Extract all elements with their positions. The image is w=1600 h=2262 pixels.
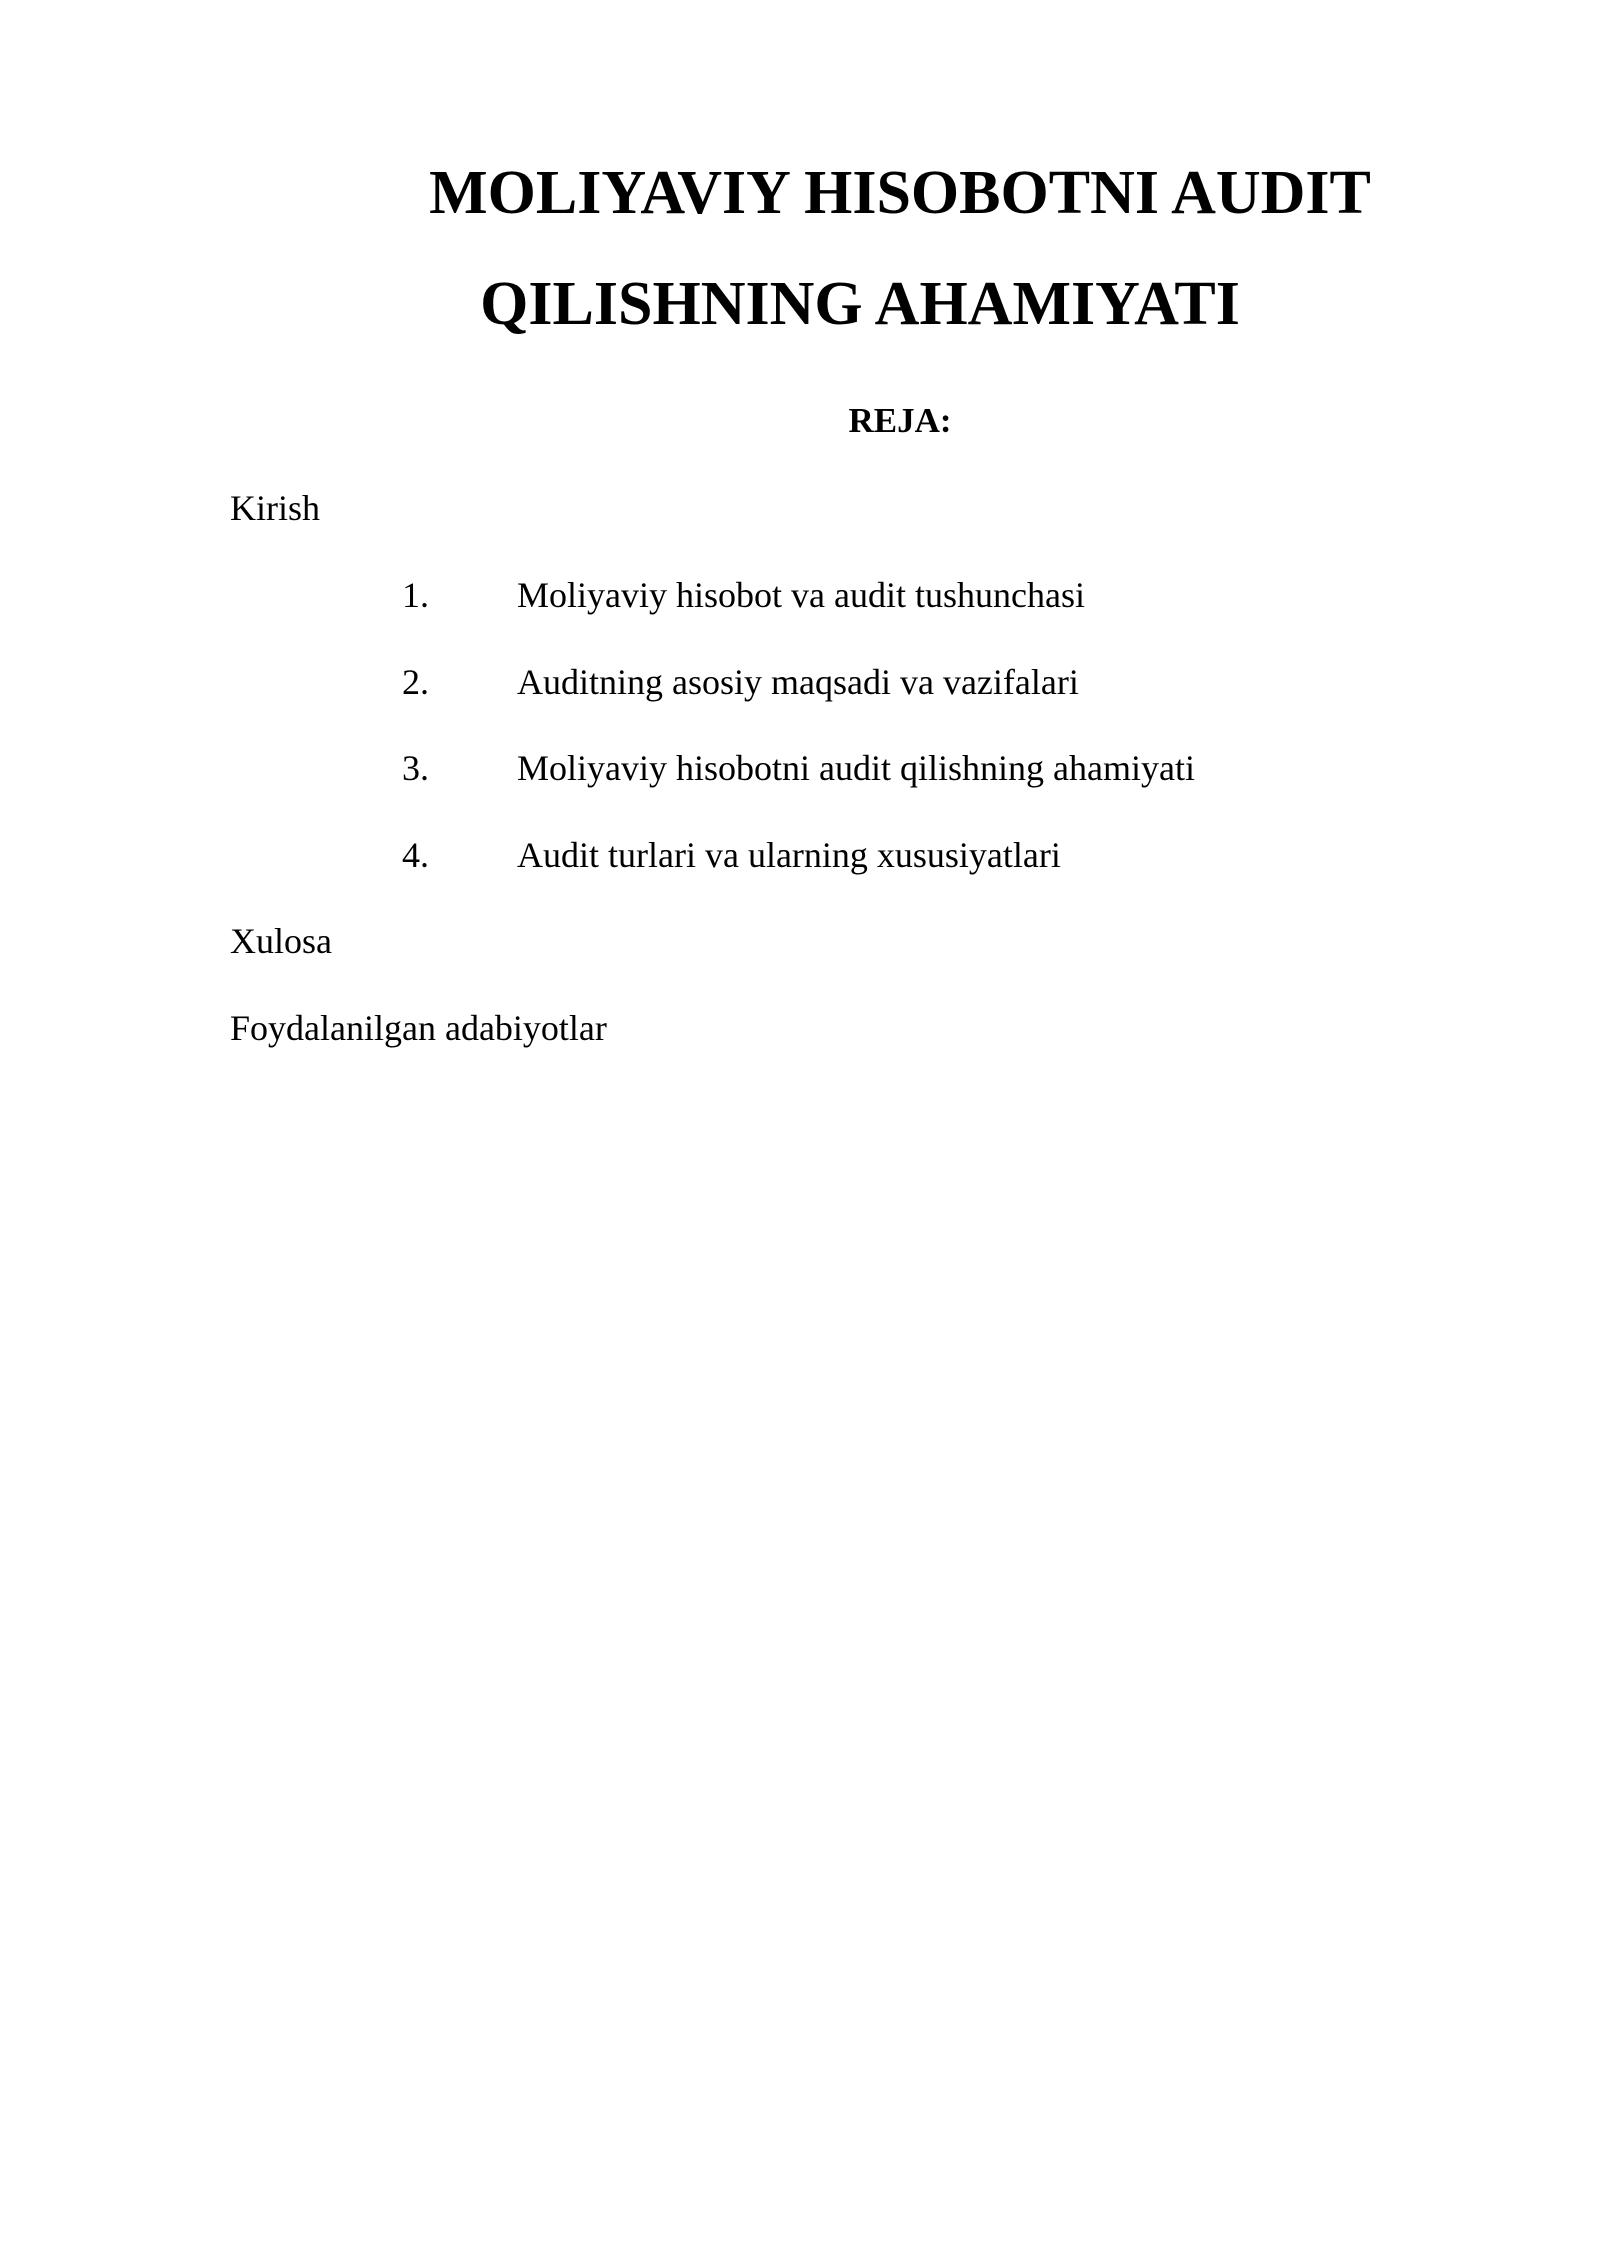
references-label: Foydalanilgan adabiyotlar	[230, 1008, 607, 1048]
plan-item-text: Moliyaviy hisobotni audit qilishning ahamiyati	[517, 748, 1195, 788]
plan-item-text: Audit turlari va ularning xususiyatlari	[517, 835, 1061, 875]
plan-item-number: 1.	[402, 575, 429, 615]
plan-item-number: 3.	[402, 748, 429, 788]
plan-item-text: Moliyaviy hisobot va audit tushunchasi	[517, 575, 1085, 615]
plan-item-number: 2.	[402, 662, 429, 702]
conclusion-label: Xulosa	[230, 921, 332, 961]
plan-heading: REJA:	[848, 401, 952, 440]
document-title-line-2: QILISHNING AHAMIYATI	[480, 270, 1240, 338]
plan-item-number: 4.	[402, 835, 429, 875]
document-title-line-1: MOLIYAVIY HISOBOTNI AUDIT	[429, 159, 1371, 227]
plan-item-text: Auditning asosiy maqsadi va vazifalari	[517, 662, 1079, 702]
intro-label: Kirish	[230, 488, 320, 528]
